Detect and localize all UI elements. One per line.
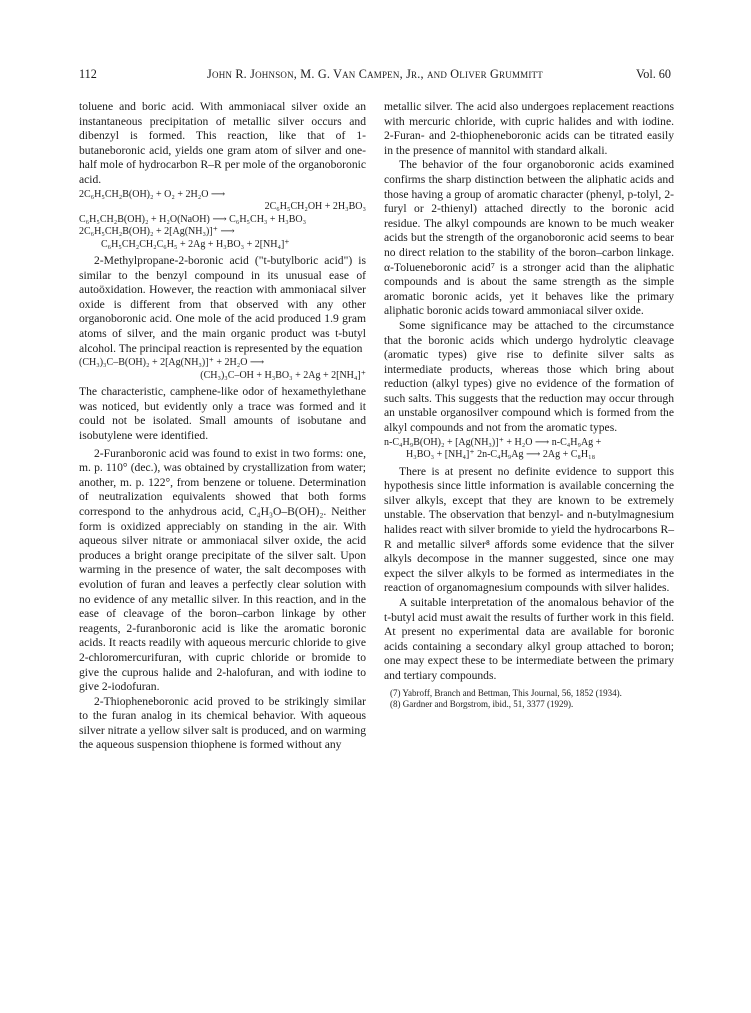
paragraph: Some significance may be attached to the circumstance that the boronic acids which undergo hydrolytic cleavage (aromatic types) give rise to definite silver salts as intermediate products, whereas those which bring about reduction (alkyl types) give no evidence of the formation of such salts. This suggests that the reduction may occur through an unstable organosilver compound which is formed from the alkyl compounds and not from the aromatic types. xyxy=(384,318,674,435)
equation-line: 2C₆H₅CH₂B(OH)₂ + 2[Ag(NH₃)]⁺ ⟶ xyxy=(79,226,235,238)
equation-line: C₆H₅CH₂CH₂C₆H₅ + 2Ag + H₃BO₃ + 2[NH₄]⁺ xyxy=(101,238,290,250)
paragraph: toluene and boric acid. With ammoniacal silver oxide an instantaneous precipitation of metallic silver occurs and dibenzyl is formed. This reaction, like that of 1-butaneboronic acid, yields one gram atom of silver and one-half mole of hydrocarbon R–R per mole of the organoboronic acid. xyxy=(79,100,366,186)
equation-line: C₆H₅CH₂B(OH)₂ + H₂O(NaOH) ⟶ C₆H₅CH₃ + H₃BO₃ xyxy=(79,213,307,225)
footnote: (8) Gardner and Borgstrom, ibid., 51, 3377 (1929). xyxy=(390,699,574,710)
equation-line: 2C₆H₅CH₂B(OH)₂ + O₂ + 2H₂O ⟶ xyxy=(79,188,226,200)
page-number: 112 xyxy=(79,67,97,81)
paragraph: metallic silver. The acid also undergoes replacement reactions with mercuric chloride, with cupric halides and with iodine. 2-Furan- and 2-thiopheneboronic acids can be titrated easily in the presence of mannitol with standard alkali. xyxy=(384,100,674,157)
paragraph: 2-Methylpropane-2-boronic acid ("t-butylboric acid") is similar to the benzyl compound in its unusual ease of autoöxidation. However, the reaction with ammoniacal silver oxide is different from that observed with any other organoboronic acid. One mole of the acid produced 1.9 gram atoms of silver, and the main organic product was t-butyl alcohol. The principal reaction is represented by the equation xyxy=(79,254,366,355)
equation-line: 2C₆H₅CH₂OH + 2H₃BO₃ xyxy=(264,201,366,213)
footnotes xyxy=(384,688,674,711)
paragraph: The characteristic, camphene-like odor of hexamethylethane was noticed, but evidently only a trace was formed and it could not be isolated. Small amounts of isobutane and isobutylene were identified. xyxy=(79,385,366,442)
paragraph: 2-Thiopheneboronic acid proved to be strikingly similar to the furan analog in its chemical behavior. With aqueous silver nitrate a yellow silver salt is produced, and on warming the aqueous suspension thiophene is formed without any xyxy=(79,694,366,752)
equation-line: (CH₃)₃C–OH + H₃BO₃ + 2Ag + 2[NH₄]⁺ xyxy=(200,369,366,381)
right-column xyxy=(384,100,674,711)
paragraph: There is at present no definite evidence to support this hypothesis since little information is available concerning the silver alkyls, except that they are known to be extremely unstable. The observation that benzyl- and n-butylmagnesium halides react with silver bromide to yield the hydrocarbons R–R and metallic silver⁸ affords some evidence that the silver alkyls decompose in the manner suggested, since one may expect the silver alkyls to be formed as intermediates in the reaction of organomagnesium compounds with silver halides. xyxy=(384,464,674,595)
equation-block xyxy=(79,357,366,382)
equation-line: n-C₄H₉B(OH)₂ + [Ag(NH₃)]⁺ + H₂O ⟶ n-C₄H₉Ag + xyxy=(384,436,602,448)
running-header xyxy=(79,66,671,82)
paragraph: 2-Furanboronic acid was found to exist in two forms: one, m. p. 110° (dec.), was obtained by crystallization from water; another, m. p. 122°, from benzene or toluene. Determination of neutralization equivalents showed that both forms correspond to the anhydrous acid, C₄H₃O–B(OH)₂. Neither form is oxidized appreciably on standing in the air. With aqueous silver nitrate or ammoniacal silver oxide, the acid produces a bright orange precipitate of the silver salt. Upon warming in the presence of water, the salt decomposes with evolution of furan and leaves a perfectly clear solution with no evidence of any metallic silver. In this reaction, and in the ease of cleavage of the boron–carbon linkage by other reagents, 2-furanboronic acid is like the aromatic boronic acids. It reacts readily with aqueous mercuric chloride to give 2-chloromercurifuran, with cupric chloride or bromide to give the cuprous halide and 2-halofuran, and with iodine to give 2-iodofuran. xyxy=(79,446,366,694)
volume-label: Vol. 60 xyxy=(636,67,671,81)
paragraph: The behavior of the four organoboronic acids examined confirms the sharp distinction between the aliphatic acids and those having a group of aromatic character (phenyl, p-tolyl, 2-furyl or 2-thienyl) attached directly to the boronic acid residue. The alkyl compounds are known to be much weaker acids but the strength of the organoboronic acid seems to bear no direct relation to the stability of the boron–carbon linkage. α-Tolueneboronic acid⁷ is a stronger acid than the aliphatic compounds and is about the same strength as the simple aromatic boronic acids, yet it behaves like the primary aliphatic boronic acids toward ammoniacal silver oxide. xyxy=(384,158,674,318)
author-line: John R. Johnson, M. G. Van Campen, Jr., and Oliver Grummitt xyxy=(207,67,543,81)
left-column xyxy=(79,100,366,753)
equation-block xyxy=(79,189,366,252)
equation-block xyxy=(384,437,674,462)
equation-line: (CH₃)₃C–B(OH)₂ + 2[Ag(NH₃)]⁺ + 2H₂O ⟶ xyxy=(79,357,265,369)
footnote: (7) Yabroff, Branch and Bettman, This Journal, 56, 1852 (1934). xyxy=(390,687,622,698)
paragraph: A suitable interpretation of the anomalous behavior of the t-butyl acid must await the results of further work in this field. At present no experimental data are available for boronic acids containing a secondary alkyl group attached to boron; one may expect these to be intermediate between the primary and tertiary compounds. xyxy=(384,596,674,682)
equation-line: H₃BO₃ + [NH₄]⁺ 2n-C₄H₉Ag ⟶ 2Ag + C₈H₁₈ xyxy=(406,449,596,461)
